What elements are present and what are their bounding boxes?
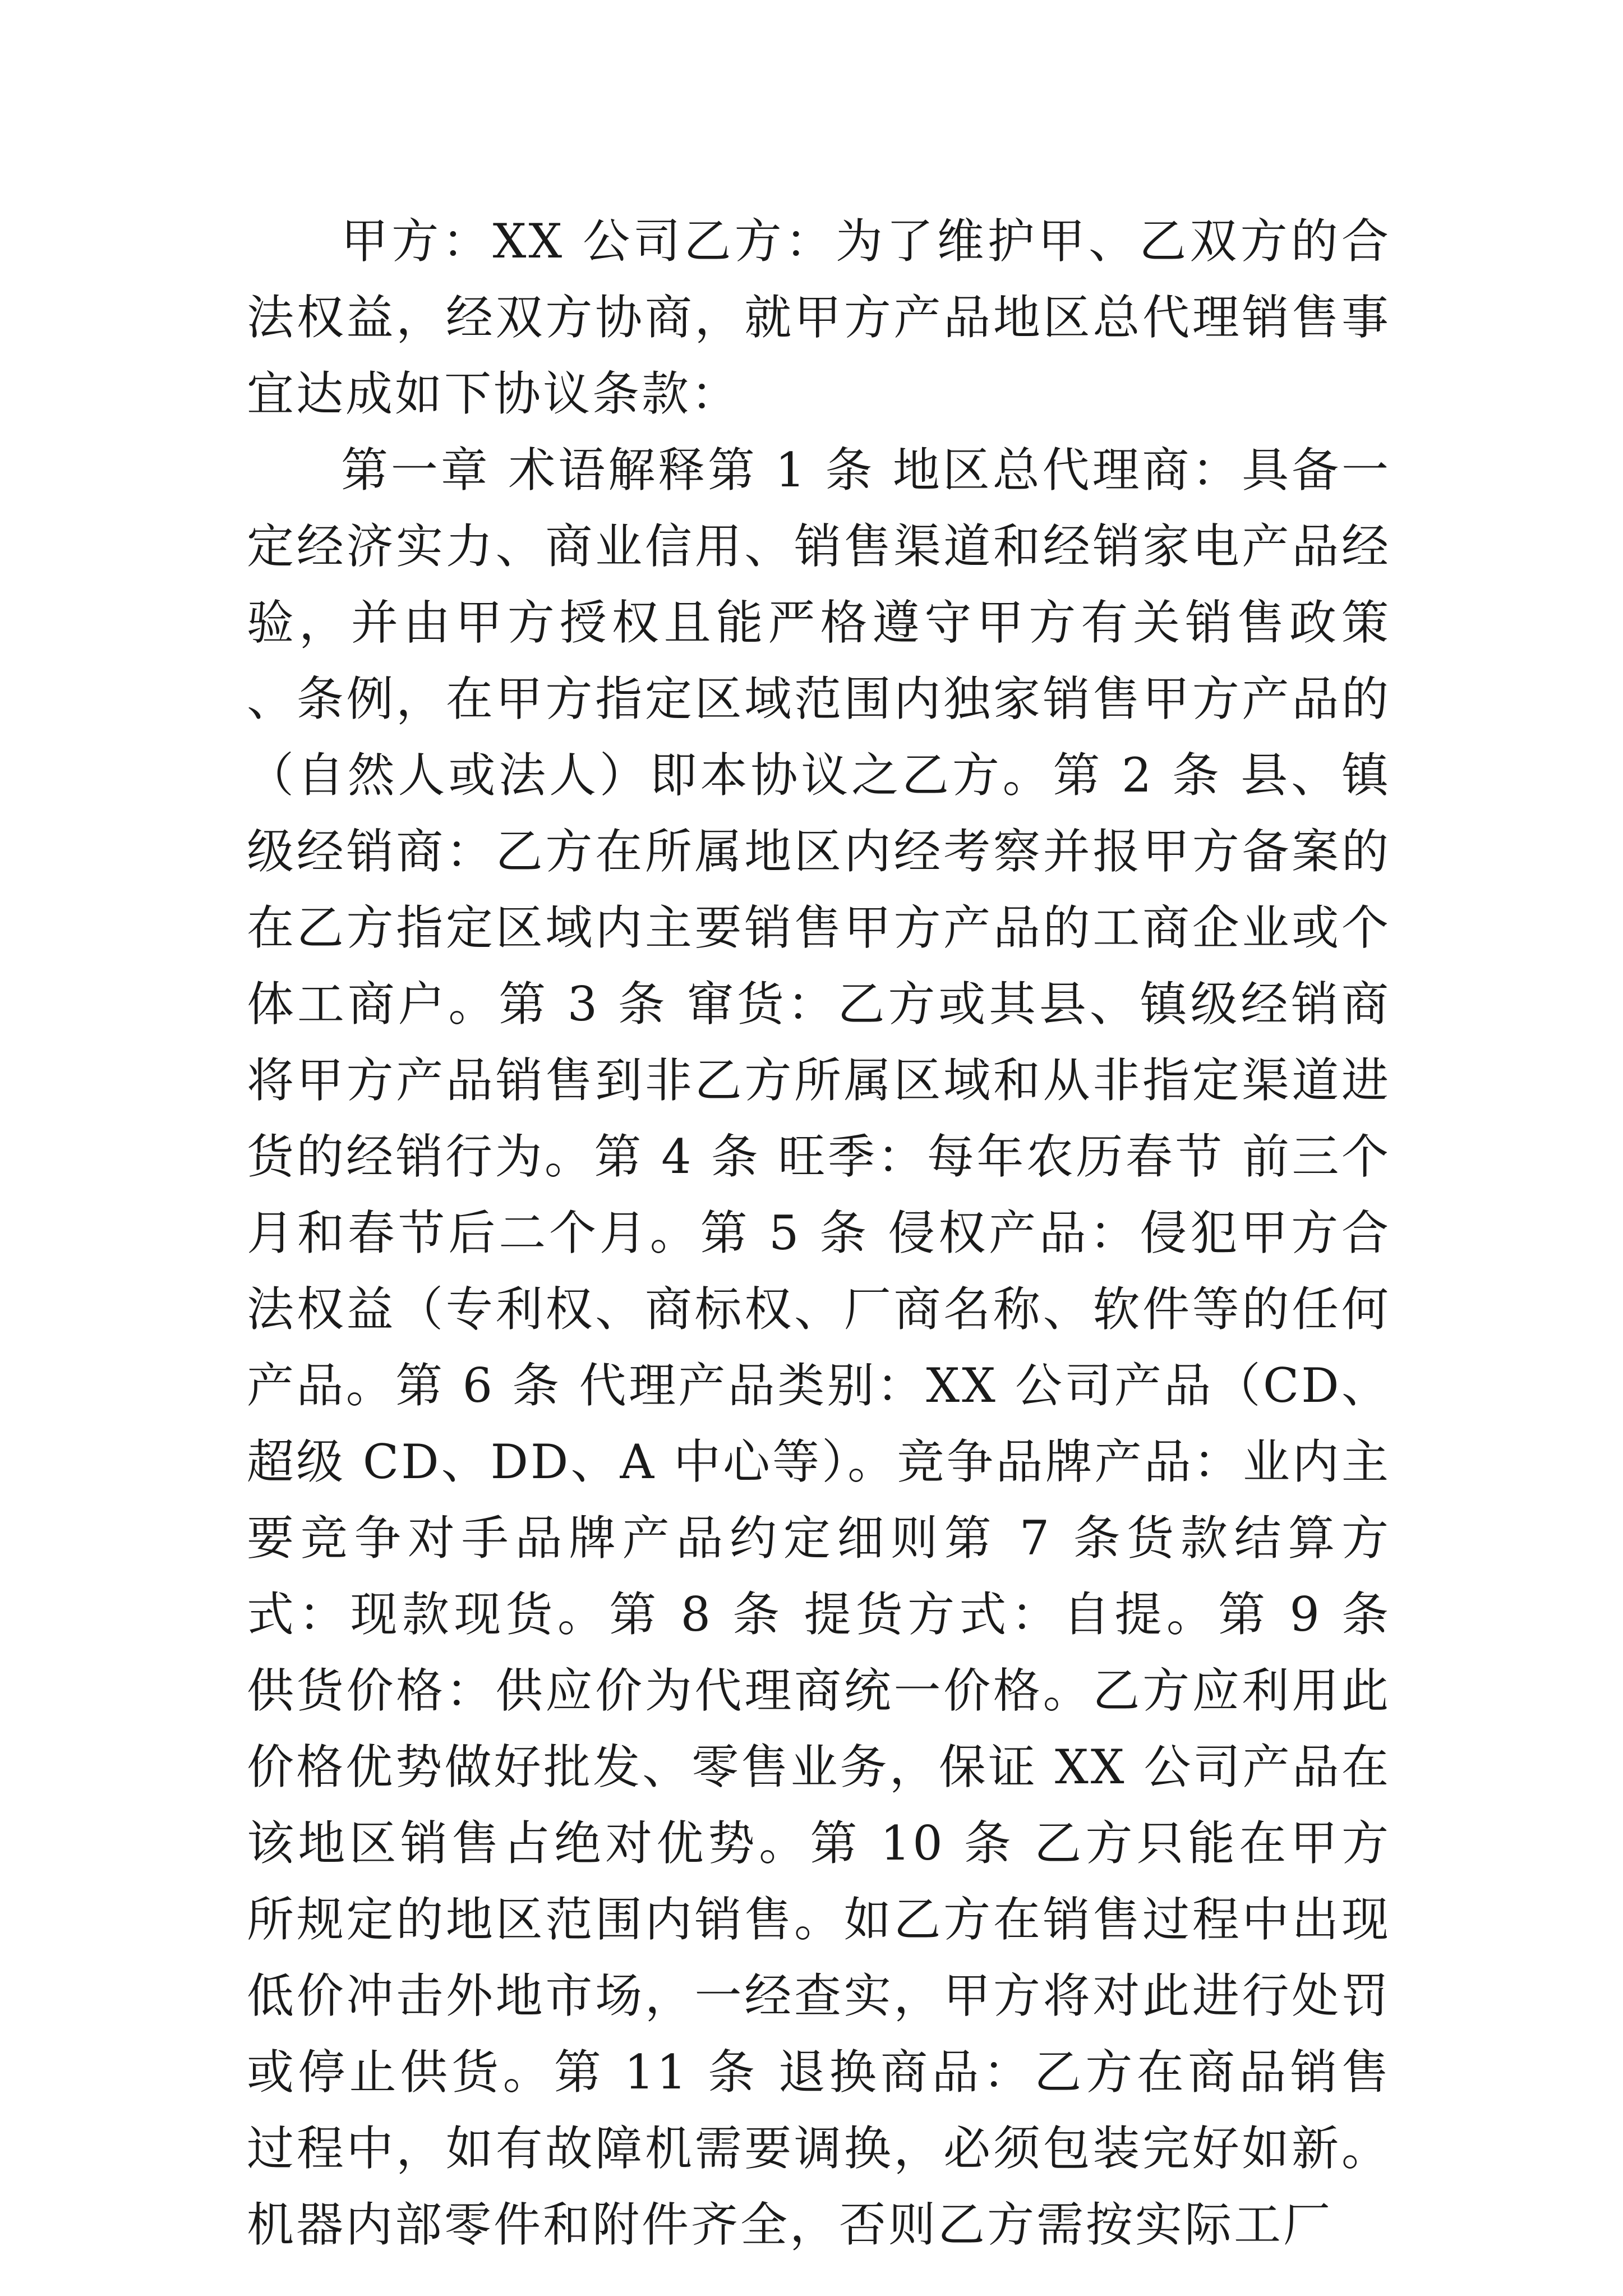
document-body xyxy=(247,203,1391,2263)
paragraph-chapter-one: 第一章 术语解释第 1 条 地区总代理商：具备一定经济实力、商业信用、销售渠道和经销家电产品经验，并由甲方授权且能严格遵守甲方有关销售政策 、条例，在甲方指定区域范围内独家销售甲方产品的（自然人或法人）即本协议之乙方。第 2 条 县、镇级经销商：乙方在所属地区内经考察并报甲方备案的在乙方指定区域内主要销售甲方产品的工商企业或个体工商户。第 3 条 窜货：乙方或其县、镇级经销商将甲方产品销售到非乙方所属区域和从非指定渠道进货的经销行为。第 4 条 旺季：每年农历春节 前三个月和春节后二个月。第 5 条 侵权产品：侵犯甲方合法权益（专利权、商标权、厂商名称、软件等的任何产品。第 6 条 代理产品类别：XX 公司产品（CD、超级 CD、DD、A 中心等）。竞争品牌产品：业内主要竞争对手品牌产品约定细则第 7 条货款结算方式：现款现货。第 8 条 提货方式：自提。第 9 条 供货价格：供应价为代理商统一价格。乙方应利用此价格优势做好批发、零售业务，保证 XX 公司产品在该地区销售占绝对优势。第 10 条 乙方只能在甲方所规定的地区范围内销售。如乙方在销售过程中出现低价冲击外地市场，一经查实，甲方将对此进行处罚或停止供货。第 11 条 退换商品：乙方在商品销售过程中，如有故障机需要调换，必须包装完好如新。机器内部零件和附件齐全，否则乙方需按实际工厂 xyxy=(247,443,1391,2252)
paragraph-preamble: 甲方：XX 公司乙方：为了维护甲、乙双方的合法权益，经双方协商，就甲方产品地区总代理销售事宜达成如下协议条款： xyxy=(247,214,1391,421)
